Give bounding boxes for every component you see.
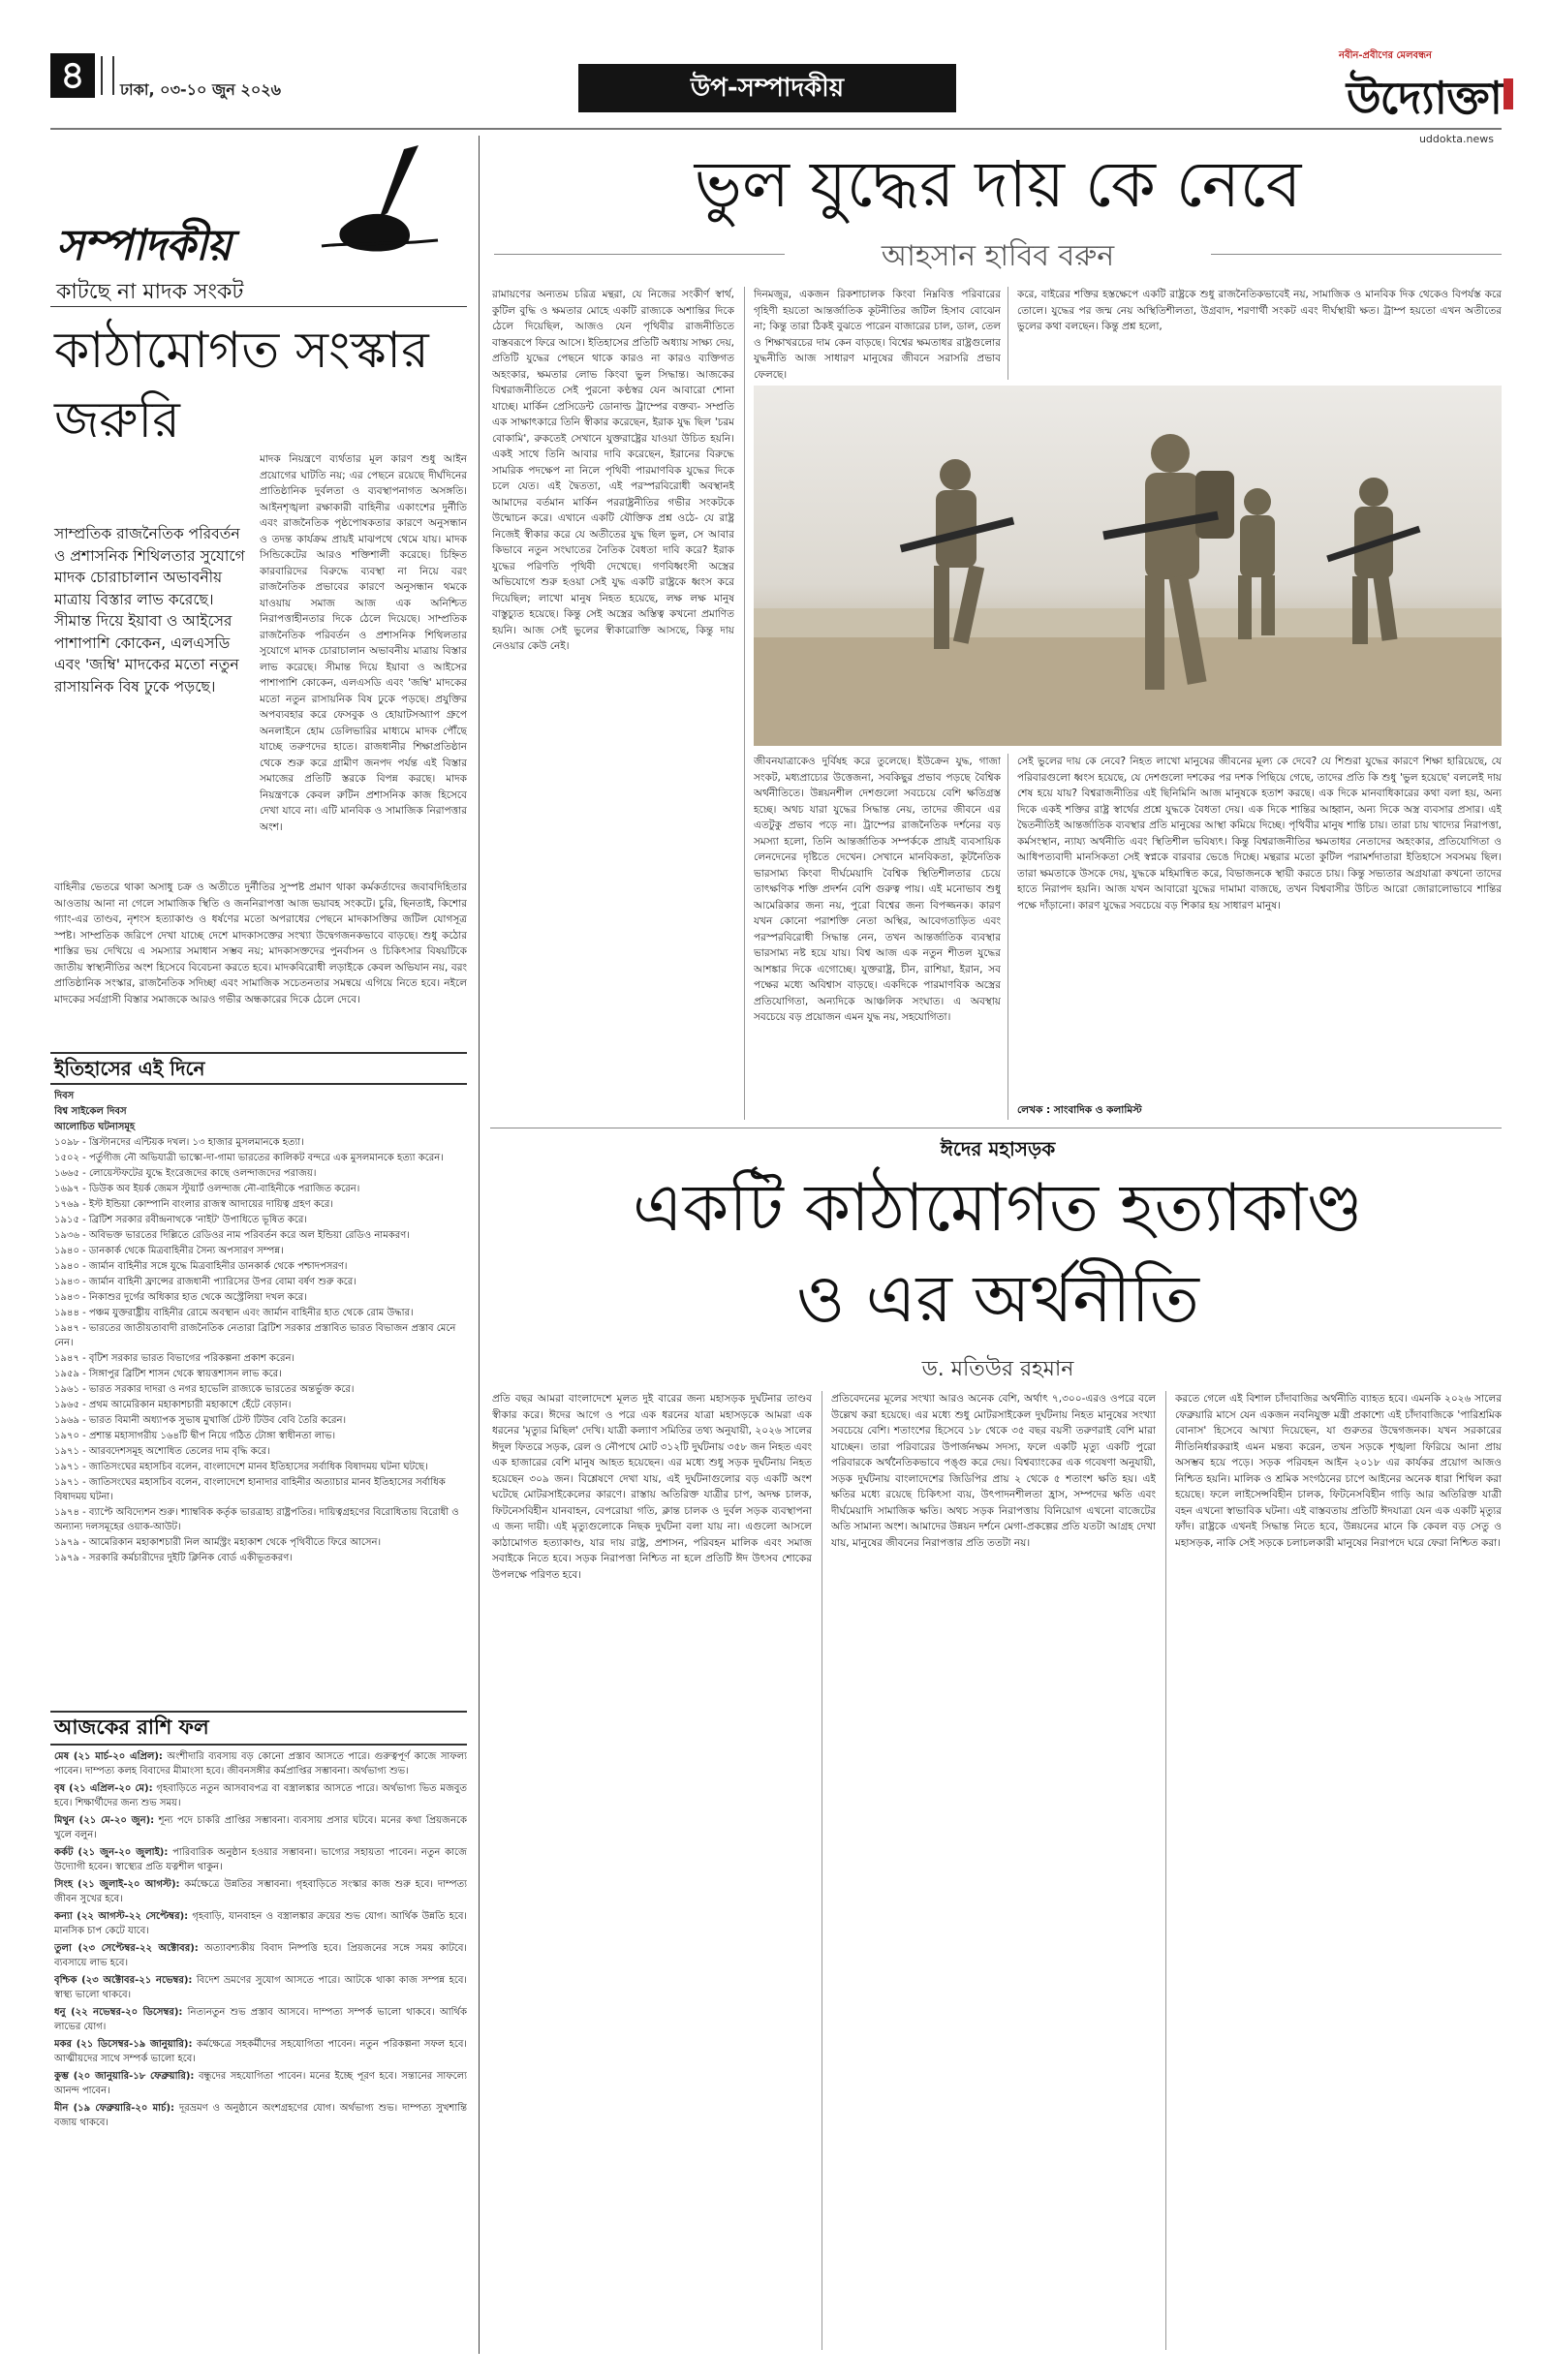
- history-event: ১৯৪০ - ডানকার্ক থেকে মিত্রবাহিনীর সৈন্য অপসারণ সম্পন্ন।: [54, 1246, 284, 1256]
- page-number: ৪: [60, 52, 85, 98]
- history-event: ১৯৪৩ - জার্মান বাহিনী ফ্রান্সের রাজধানী প্যারিসের উপর বোমা বর্ষণ শুরু করে।: [54, 1277, 356, 1287]
- article1-col3b: সেই ভুলের দায় কে নেবে? নিহত লাখো মানুষের জীবনের মূল্য কে দেবে? যে শিশুরা যুদ্ধের কারণে শিক্ষা হারিয়েছে, যে পরিবারগুলো ধ্বংস হয়েছে, যে দেশগুলো দশকের পর দশক পিছিয়ে গেছে, তাদের প্রতি কি শুধু 'ভুল হয়েছে' বললেই দায় শেষ হয়ে যায়? বিশ্বরাজনীতির এই ছিনিমিনি আজ মানুষকে হতাশ করছে। এক দিকে মানবাধিকারের কথা বলা হয়, অন্য দিকে একই শক্তির রাষ্ট্র স্বার্থের প্রশ্নে যুদ্ধকে বৈধতা দেয়। এক দিকে শান্তির আহ্বান, অন্য দিকে অস্ত্র ব্যবসার প্রসার। এই দ্বৈতনীতিই আন্তর্জাতিক ব্যবস্থার প্রতি মানুষের আস্থা কমিয়ে দিচ্ছে। পৃথিবীর মানুষ শান্তি চায়। তারা চায় খাদ্যের নিরাপত্তা, কর্মসংস্থান, ন্যায্য অর্থনীতি এবং স্থিতিশীল ভবিষ্যৎ। কিন্তু বিশ্বরাজনীতির ক্ষমতাধর নেতাদের অহংকার, প্রতিযোগিতা ও আধিপত্যবাদী মানসিকতা সেই স্বপ্নকে বারবার ভেঙে দিচ্ছে। মন্থরার মতো কুটিল পরামর্শদাতারা ইতিহাসে সবসময় ছিল। তারা ক্ষমতাকে উসকে দেয়, যুদ্ধকে মহিমান্বিত করে, বিভাজনকে স্থায়ী করতে চায়। কিন্তু সভ্যতার অগ্রযাত্রা কখনো তাদের হাতে নিরাপদ হয়নি। আজ যখন আবারো যুদ্ধের দামামা বাজছে, তখন বিশ্ববাসীর উচিত আরো জোরালোভাবে শান্তির পক্ষে দাঁড়ানো। কারণ যুদ্ধের সবচেয়ে বড় শিকার হয় সাধারণ মানুষ।: [1017, 756, 1502, 912]
- article1-col1: রামায়ণের অন্যতম চরিত্র মন্থরা, যে নিজের সংকীর্ণ স্বার্থ, কুটিল বুদ্ধি ও ক্ষমতার মোহে একটি রাজ্যকে অশান্তির দিকে ঠেলে দিয়েছিল, আজও যেন পৃথিবীর রাজনীতিতে বাস্তবরূপে ফিরে আসে। ইতিহাসের প্রতিটি অধ্যায় সাক্ষ্য দেয়, প্রতিটি যুদ্ধের পেছনে থাকে কারও না কারও ব্যক্তিগত অহংকার, ক্ষমতার লোভ কিংবা ভুল সিদ্ধান্ত। আজকের বিশ্বরাজনীতিতে সেই পুরনো কণ্ঠস্বর যেন আবারো শোনা যাচ্ছে। মার্কিন প্রেসিডেন্ট ডোনাল্ড ট্রাম্পের বক্তব্য- সম্প্রতি এক সাক্ষাৎকারে তিনি স্বীকার করেছেন, ইরাক যুদ্ধ ছিল 'চরম বোকামি', রুকতেই সেখানে যুক্তরাষ্ট্রের যাওয়া উচিত হয়নি। একই সাথে তিনি আবার দাবি করেছেন, ইরানের বিরুদ্ধে সামরিক পদক্ষেপ না নিলে পৃথিবী পারমাণবিক যুদ্ধের দিকে চলে যেত। এই দ্বৈততা, এই পরস্পরবিরোধী অবস্থানই আমাদের বর্তমান মার্কিন পররাষ্ট্রনীতির গভীর সংকটকে উন্মোচন করে। এখানে একটি যৌক্তিক প্রশ্ন ওঠে- যে রাষ্ট্র নিজেই স্বীকার করে যে অতীতের যুদ্ধ ছিল ভুল, সে আবার কিভাবে নতুন সংঘাতের নৈতিক বৈধতা দাবি করে? ইরাক যুদ্ধের পরিণতি পৃথিবী দেখেছে। গণবিধ্বংসী অস্ত্রের অভিযোগে শুরু হওয়া সেই যুদ্ধ একটি রাষ্ট্রকে ধ্বংস করে দিয়েছিল; লাখো মানুষ নিহত হয়েছে, লক্ষ লক্ষ মানুষ বাস্তুচ্যুত হয়েছে। কিন্তু সেই অস্ত্রের অস্তিত্ব কখনো প্রমাণিত হয়নি। আজ সেই ভুলের স্বীকারোক্তি আসছে, কিন্তু দায় নেওয়ার কেউ নেই।: [492, 289, 734, 652]
- horoscope-sign: বৃষ (২১ এপ্রিল-২০ মে):: [54, 1783, 153, 1794]
- horoscope-text: নিত্যনতুন শুভ প্রস্তাব আসবে। দাম্পত্য সম্পর্ক ভালো থাকবে। আর্থিক লাভের যোগ।: [54, 2007, 467, 2032]
- history-events: [54, 1135, 467, 1565]
- history-event: ১৯৬১ - ভারত সরকার দাদরা ও নগর হাভেলি রাজ্যকে ভারতের অন্তর্ভুক্ত করে।: [54, 1384, 355, 1395]
- article2-headline-1: একটি কাঠামোগত হত্যাকাণ্ড: [633, 1170, 1363, 1247]
- history-event: ১৯৪৪ - পঞ্চম যুক্তরাষ্ট্রীয় বাহিনীর রোমে অবস্থান এবং জার্মান বাহিনীর হাত থেকে রোম উদ্ধার।: [54, 1308, 414, 1318]
- history-event: ১৯৩৬ - অবিভক্ত ভারতের দিল্লিতে রেডিওর নাম পরিবর্তন করে অল ইন্ডিয়া রেডিও নামকরণ।: [54, 1230, 410, 1241]
- horoscope-text: পারিবারিক অনুষ্ঠান হওয়ার সম্ভাবনা। ভাগ্যের সহায়তা পাবেন। নতুন কাজে উদ্যোগী হবেন। স্বাস্থ্যের প্রতি যত্নশীল থাকুন।: [54, 1847, 467, 1872]
- horoscope-section-bar: [50, 1711, 467, 1746]
- article1-divider-1: [744, 287, 745, 1120]
- section-title: উপ-সম্পাদকীয়: [690, 74, 845, 103]
- history-event: ১৭৬৯ - ইস্ট ইন্ডিয়া কোম্পানি বাংলার রাজস্ব আদায়ের দায়িত্ব গ্রহণ করে।: [54, 1199, 333, 1210]
- history-event: ১৯৬৯ - ভারত বিমানী অধ্যাপক সুভাষ মুখার্জি টেস্ট টিউব বেবি তৈরি করেন।: [54, 1415, 347, 1426]
- editorial-body-1: মাদক নিয়ন্ত্রণে ব্যর্থতার মূল কারণ শুধু আইন প্রয়োগের ঘাটতি নয়; এর পেছনে রয়েছে দীর্ঘদিনের প্রাতিষ্ঠানিক দুর্বলতা ও ব্যবস্থাপনাগত অসঙ্গতি। আইনশৃঙ্খলা রক্ষাকারী বাহিনীর একাংশের দুর্নীতি এবং রাজনৈতিক পৃষ্ঠপোষকতার কারণে অনুসন্ধান ও তদন্ত কার্যক্রম প্রায়ই মাঝপথে থেমে যায়। মাদক সিন্ডিকেটের আরও শক্তিশালী করেছে। চিহ্নিত কারবারিদের বিরুদ্ধে ব্যবস্থা না নিয়ে বরং রাজনৈতিক প্রভাবের কারণে অনুসন্ধান থমকে যাওয়ায় সমাজ আজ এক অনিশ্চিত নিরাপত্তাহীনতার দিকে ঠেলে দিয়েছে। সাম্প্রতিক রাজনৈতিক পরিবর্তন ও প্রশাসনিক শিথিলতার সুযোগে মাদক চোরাচালান অভাবনীয় মাত্রায় বিস্তার লাভ করেছে। সীমান্ত দিয়ে ইয়াবা ও আইসের পাশাপাশি কোকেন, এলএসডি এবং 'জম্বি' মাদকের মতো নতুন রাসায়নিক বিষ ঢুকে পড়ছে। প্রযুক্তির অপব্যবহার করে ফেসবুক ও হোয়াটসঅ্যাপ গ্রুপে অনলাইনে হোম ডেলিভারির মাধ্যমে মাদক পৌঁছে যাচ্ছে তরুণদের হাতে। রাজধানীর শিক্ষাপ্রতিষ্ঠান থেকে শুরু করে গ্রামীণ জনপদ পর্যন্ত এই বিস্তার সমাজের প্রতিটি স্তরকে বিপন্ন করছে। মাদক নিয়ন্ত্রণকে কেবল রুটিন প্রশাসনিক কাজ হিসেবে দেখা যাবে না। এটি মানবিক ও সামাজিক নিরাপত্তার অংশ।: [260, 453, 467, 833]
- dateline: ঢাকা, ০৩-১০ জুন ২০২৬: [120, 80, 282, 99]
- masthead-tagline: নবীন-প্রবীণের মেলবন্ধন: [1339, 50, 1432, 61]
- history-event: ১৯৭০ - প্রশান্ত মহাসাগরীয় ১৬৪টি দ্বীপ নিয়ে গঠিত টোঙ্গা স্বাধীনতা লাভ।: [54, 1431, 336, 1441]
- history-day: বিশ্ব সাইকেল দিবস: [54, 1106, 127, 1117]
- horoscope-item: [54, 1941, 467, 1970]
- article1-author-note: লেখক : সাংবাদিক ও কলামিস্ট: [1017, 1104, 1142, 1116]
- editorial-subtitle: কাটছে না মাদক সংকট: [56, 280, 244, 304]
- horoscope-sign: সিংহ (২১ জুলাই-২০ আগস্ট):: [54, 1879, 180, 1890]
- header-rule: [50, 128, 1502, 130]
- horoscope-text: অত্যাবশ্যকীয় বিবাদ নিষ্পত্তি হবে। প্রিয়জনের সঙ্গে সময় কাটবে। ব্যবসায়ে লাভ হবে।: [54, 1943, 467, 1968]
- horoscope-text: বন্ধুদের সহযোগিতা পাবেন। মনের ইচ্ছে পূরণ হবে। সন্তানের সাফল্যে আনন্দ পাবেন।: [54, 2071, 467, 2096]
- history-event: ১৯৭৯ - আমেরিকান মহাকাশচারী নিল আর্মস্ট্রং মহাকাশ থেকে পৃথিবীতে ফিরে আসেন।: [54, 1537, 382, 1548]
- horoscope-text: বিদেশ ভ্রমণের সুযোগ আসতে পারে। আটকে থাকা কাজ সম্পন্ন হবে। স্বাস্থ্য ভালো থাকবে।: [54, 1975, 467, 2000]
- history-day-label: দিবস: [54, 1091, 75, 1101]
- history-event: ১৯৪৭ - ভারতের জাতীয়তাবাদী রাজনৈতিক নেতারা ব্রিটিশ সরকার প্রস্তাবিত ভারত বিভাজন প্রস্তাব মেনে নেন।: [54, 1323, 456, 1348]
- horoscope-item: [54, 1845, 467, 1874]
- horoscope-item: [54, 1781, 467, 1810]
- horoscope-item: [54, 1749, 467, 1778]
- article1-author: আহসান হাবিব বরুন: [881, 239, 1115, 273]
- history-event: ১৬৬৫ - লোয়েস্টফটের যুদ্ধে ইংরেজদের কাছে ওলন্দাজদের পরাজয়।: [54, 1168, 317, 1179]
- horoscope-text: গৃহবাড়িতে নতুন আসবাবপত্র বা বস্ত্রালঙ্কার আসতে পারে। অর্থভাগ্য ভিত মজবুত হবে। শিক্ষার্থীদের জন্য শুভ সময়।: [54, 1783, 467, 1808]
- article2-headline-2: ও এর অর্থনীতি: [796, 1261, 1199, 1338]
- horoscope-heading: আজকের রাশি ফল: [54, 1715, 209, 1739]
- horoscope-list: [54, 1749, 467, 2350]
- pen-hand-icon: [312, 145, 448, 262]
- horoscope-text: কর্মক্ষেত্রে সহকর্মীদের সহযোগিতা পাবেন। নতুন পরিকল্পনা সফল হবে। আত্মীয়দের সাথে সম্পর্ক ভালো হবে।: [54, 2039, 467, 2064]
- article2-kicker: ঈদের মহাসড়ক: [940, 1137, 1056, 1160]
- masthead-url: uddokta.news: [1418, 133, 1494, 145]
- editorial-kicker: সম্পাদকীয়: [56, 221, 232, 270]
- history-event: ১৬৯৭ - ডিউক অব ইয়র্ক জেমস স্টুয়ার্ট ওলন্দাজ নৌ-বাহিনীকে পরাজিত করেন।: [54, 1184, 360, 1194]
- history-event: ১৯৪০ - জার্মান বাহিনীর সঙ্গে যুদ্ধে মিত্রবাহিনীর ডানকার্ক থেকে পশ্চাদপসরণ।: [54, 1261, 348, 1272]
- horoscope-sign: কুম্ভ (২০ জানুয়ারি-১৮ ফেব্রুয়ারি):: [54, 2071, 195, 2082]
- article2-author: ড. মতিউর রহমান: [921, 1357, 1074, 1381]
- horoscope-item: [54, 1877, 467, 1906]
- article1-col2b: জীবনযাত্রাকেও দুর্বিষহ করে তুলেছে। ইউক্রেন যুদ্ধ, গাজা সংকট, মধ্যপ্রাচ্যের উত্তেজনা, সবকিছুর প্রভাব পড়ছে বৈশ্বিক অর্থনীতিতে। উন্নয়নশীল দেশগুলো সবচেয়ে বেশি ক্ষতিগ্রস্ত হচ্ছে। অথচ যারা যুদ্ধের সিদ্ধান্ত নেয়, তাদের জীবনে এর এতটুকু প্রভাব পড়ে না। ট্রাম্পের রাজনৈতিক দর্শনের বড় সমস্যা হলো, তিনি আন্তর্জাতিক সম্পর্ককে প্রায়ই ব্যবসায়িক লেনদেনের দৃষ্টিতে দেখেন। সেখানে মানবিকতা, কূটনৈতিক ভারসাম্য কিংবা দীর্ঘমেয়াদি বৈশ্বিক স্থিতিশীলতার চেয়ে তাৎক্ষণিক শক্তি প্রদর্শন বেশি গুরুত্ব পায়। এই মনোভাব শুধু আমেরিকার জন্য নয়, পুরো বিশ্বের জন্য বিপজ্জনক। কারণ যখন কোনো পরাশক্তি নেতা অস্থির, আবেগতাড়িত এবং পরস্পরবিরোধী সিদ্ধান্ত নেন, তখন আন্তর্জাতিক ব্যবস্থার ভারসাম্য নষ্ট হয়ে যায়। বিশ্ব আজ এক নতুন শীতল যুদ্ধের আশঙ্কার দিকে এগোচ্ছে। যুক্তরাষ্ট্র, চীন, রাশিয়া, ইরান, সব পক্ষের মধ্যে অবিশ্বাস বাড়ছে। একদিকে পারমাণবিক অস্ত্রের প্রতিযোগিতা, অন্যদিকে আঞ্চলিক সংঘাত। এ অবস্থায় সবচেয়ে বড় প্রয়োজন এমন যুদ্ধ নয়, সহযোগিতা।: [754, 756, 1001, 1023]
- history-event: ১৯৬৫ - প্রথম আমেরিকান মহাকাশচারী মহাকাশে হেঁটে বেড়ান।: [54, 1400, 292, 1410]
- article2-col3: করতে গেলে এই বিশাল চাঁদাবাজির অর্থনীতি ব্যাহত হবে। এমনকি ২০২৬ সালের ফেব্রুয়ারি মাসে যেন একজন নবনিযুক্ত মন্ত্রী প্রকাশ্যে এই চাঁদাবাজিকে 'পারিশ্রমিক বোনাস' হিসেবে আখ্যা দিয়েছেন, যা গুরুতর উদ্বেগজনক। যখন সরকারের নীতিনির্ধারকরাই এমন মন্তব্য করেন, তখন সড়কে শৃঙ্খলা ফিরিয়ে আনা প্রায় অসম্ভব হয়ে পড়ে। সড়ক পরিবহন আইন ২০১৮ এর কার্যকর প্রয়োগ আজও নিশ্চিত হয়নি। মালিক ও শ্রমিক সংগঠনের চাপে আইনের অনেক ধারা শিথিল করা হয়েছে। ফলে লাইসেন্সবিহীন চালক, ফিটনেসবিহীন গাড়ি আর অতিরিক্ত যাত্রী বহন এখনো স্বাভাবিক ঘটনা। এই বাস্তবতায় প্রতিটি ঈদযাত্রা যেন এক একটি মৃত্যুর ফাঁদ। রাষ্ট্রকে এখনই সিদ্ধান্ত নিতে হবে, উন্নয়নের মানে কি কেবল বড় সেতু ও মহাসড়ক, নাকি সেই সড়কে চলাচলকারী মানুষের নিরাপদে ঘরে ফেরা নিশ্চিত করা।: [1175, 1393, 1502, 1549]
- horoscope-item: [54, 1973, 467, 2002]
- section-title-box: [578, 64, 956, 112]
- editorial-pullquote: সাম্প্রতিক রাজনৈতিক পরিবর্তন ও প্রশাসনিক শিথিলতার সুযোগে মাদক চোরাচালান অভাবনীয় মাত্রায় বিস্তার লাভ করেছে। সীমান্ত দিয়ে ইয়াবা ও আইসের পাশাপাশি কোকেন, এলএসডি এবং 'জম্বি' মাদকের মতো নতুন রাসায়নিক বিষ ঢুকে পড়ছে।: [54, 525, 245, 695]
- page-number-bars: [101, 56, 114, 95]
- horoscope-sign: কন্যা (২২ আগস্ট-২২ সেপ্টেম্বর):: [54, 1911, 189, 1922]
- article1-col3b-wrap: [1017, 754, 1502, 1120]
- soldiers-illustration: [754, 386, 1502, 746]
- history-events-label: আলোচিত ঘটনাসমূহ: [54, 1122, 136, 1132]
- article2-divider-2: [1165, 1391, 1166, 2350]
- history-event: ১৯৪৭ - বৃটিশ সরকার ভারত বিভাগের পরিকল্পনা প্রকাশ করেন।: [54, 1353, 294, 1364]
- article1-col3: করে, বাইরের শক্তির হস্তক্ষেপে একটি রাষ্ট্রকে শুধু রাজনৈতিকভাবেই নয়, সামাজিক ও মানবিক দিক থেকেও বিপর্যস্ত করে তোলে। যুদ্ধের পর জন্ম নেয় অস্থিতিশীলতা, উগ্রবাদ, শরণার্থী সংকট এবং দীর্ঘস্থায়ী ক্ষত। ট্রাম্প হয়তো এখন অতীতের ভুলের কথা বলছেন। কিন্তু প্রশ্ন হলো,: [1017, 289, 1502, 332]
- masthead-name: উদ্যোক্তা: [1346, 72, 1502, 124]
- horoscope-text: দূরভ্রমণ ও অনুষ্ঠানে অংশগ্রহণের যোগ। অর্থভাগ্য শুভ। দাম্পত্য সুখশান্তি বজায় থাকবে।: [54, 2103, 467, 2128]
- history-event: ১৯৫৯ - সিঙ্গাপুর ব্রিটিশ শাসন থেকে স্বায়ত্তশাসন লাভ করে।: [54, 1369, 282, 1379]
- history-event: ১৯৭১ - আরবদেশসমূহ অশোধিত তেলের দাম বৃদ্ধি করে।: [54, 1446, 270, 1457]
- horoscope-text: অংশীদারি ব্যবসায় বড় কোনো প্রস্তাব আসতে পারে। গুরুত্বপূর্ণ কাজে সাফল্য পাবেন। দাম্পত্য কলহ বিবাদের মীমাংসা হবে। জীবনসঙ্গীর কর্মপ্রাপ্তির সম্ভাবনা। অর্থভাগ্য শুভ।: [54, 1751, 467, 1777]
- horoscope-sign: মিথুন (২১ মে-২০ জুন):: [54, 1815, 155, 1826]
- history-event: ১৯১৫ - ব্রিটিশ সরকার রবীন্দ্রনাথকে 'নাইট' উপাধিতে ভূষিত করে।: [54, 1215, 307, 1225]
- article1-headline: ভুল যুদ্ধের দায় কে নেবে: [694, 147, 1302, 222]
- horoscope-sign: মীন (১৯ ফেব্রুয়ারি-২০ মার্চ):: [54, 2103, 175, 2114]
- horoscope-item: [54, 2037, 467, 2066]
- horoscope-sign: বৃশ্চিক (২৩ অক্টোবর-২১ নভেম্বর):: [54, 1975, 193, 1986]
- masthead: [1085, 48, 1502, 145]
- history-event: ১৫০২ - পর্তুগীজ নৌ অভিযাত্রী ভাস্কো-দা-গামা ভারতের কালিকট বন্দরে এক মুসলমানকে হত্যা করেন।: [54, 1153, 444, 1163]
- horoscope-text: গৃহবাড়ি, যানবাহন ও বস্ত্রালঙ্কার ক্রয়ের শুভ যোগ। আর্থিক উন্নতি হবে। মানসিক চাপ কেটে যাবে।: [54, 1911, 467, 1936]
- horoscope-item: [54, 1813, 467, 1842]
- horoscope-text: কর্মক্ষেত্রে উন্নতির সম্ভাবনা। গৃহবাড়িতে সংস্কার কাজ শুরু হবে। দাম্পত্য জীবন সুখের হবে।: [54, 1879, 467, 1904]
- horoscope-text: শূন্য পদে চাকরি প্রাপ্তির সম্ভাবনা। ব্যবসায় প্রসার ঘটবে। মনের কথা প্রিয়জনকে খুলে বলুন।: [54, 1815, 467, 1840]
- editorial-kicker-wrap: [50, 145, 457, 271]
- history-event: ১৯৭৪ - ব্যাপ্টে অবিদ্যেশন শুরু। শ্যাম্ববিক কর্তৃক ভারত্রাহ্য রাষ্ট্রপতির। দায়িত্বগ্রহণের বিরোধিতায় বিরোধী ও অন্যান্য দলসমূহের ওয়াক-আউট।: [54, 1507, 459, 1532]
- history-section-bar: [50, 1052, 467, 1085]
- horoscope-sign: কর্কট (২১ জুন-২০ জুলাই):: [54, 1847, 169, 1858]
- history-event: ১৯৭৯ - সরকারি কর্মচারীদের দুইটি ক্লিনিক বোর্ড একীভূতকরণ।: [54, 1553, 293, 1563]
- page-number-box: [50, 53, 95, 98]
- horoscope-sign: তুলা (২৩ সেপ্টেম্বর-২২ অক্টোবর):: [54, 1943, 199, 1954]
- history-event: ১৯৪৩ - নিকাশুর দুর্গের অধিকার হাত থেকে অস্ট্রেলিয়া দখল করে।: [54, 1292, 307, 1303]
- horoscope-item: [54, 2005, 467, 2034]
- horoscope-item: [54, 2101, 467, 2130]
- article2-col1: প্রতি বছর আমরা বাংলাদেশে মূলত দুই বারের জন্য মহাসড়ক দুর্ঘটনার তাণ্ডব স্বীকার করে। ঈদের আগে ও পরে এক ধরনের যাত্রা মহাসড়কে আমরা এক ধরনের 'মৃত্যুর মিছিল' দেখি। যাত্রী কল্যাণ সমিতির তথ্য অনুযায়ী, ২০২৬ সালের ঈদুল ফিতরে সড়ক, রেল ও নৌপথে মোট ৩১২টি দুর্ঘটনায় ৩৫৮ জন নিহত এবং এক হাজারের বেশি মানুষ আহত হয়েছেন। এর মধ্যে শুধু সড়ক দুর্ঘটনায় নিহত হয়েছেন ৩০৯ জন। বিশ্লেষণে দেখা যায়, এই দুর্ঘটনাগুলোর বড় একটি অংশ ঘটেছে মোটরসাইকেলের কারণে। রাস্তায় অতিরিক্ত যাত্রীর চাপ, অদক্ষ চালক, ফিটনেসবিহীন যানবাহন, বেপরোয়া গতি, ক্লান্ত চালক ও দুর্বল সড়ক ব্যবস্থাপনা এ জন্য দায়ী। এই মৃত্যুগুলোকে নিছক দুর্ঘটনা বলা যায় না। এগুলো আসলে কাঠামোগত হত্যাকাণ্ড, যার দায় রাষ্ট্র, প্রশাসন, পরিবহন মালিক এবং সমাজ সবাইকে নিতে হবে। সড়ক নিরাপত্তা নিশ্চিত না হলে প্রতিটি ঈদ উৎসব শোকের উপলক্ষে পরিণত হবে।: [492, 1393, 812, 1581]
- article1-author-rule-right: [1211, 254, 1502, 255]
- soldiers-photo: [754, 386, 1502, 746]
- horoscope-sign: মকর (২১ ডিসেম্বর-১৯ জানুয়ারি):: [54, 2039, 193, 2050]
- left-column-divider: [479, 136, 480, 2354]
- editorial-subtitle-rule: [50, 306, 467, 307]
- editorial-headline: কাঠামোগত সংস্কার জরুরি: [54, 322, 429, 449]
- history-event: ১৯৭১ - জাতিসংঘের মহাসচিব বলেন, বাংলাদেশে হানাদার বাহিনীর অত্যাচার মানব ইতিহাসের সর্বাধিক বিষাদময় ঘটনা।: [54, 1477, 446, 1502]
- history-list: [54, 1089, 467, 1703]
- editorial-body-2: বাহিনীর ভেতরে থাকা অসাধু চক্র ও অতীতে দুর্নীতির সুস্পষ্ট প্রমাণ থাকা কর্মকর্তাদের জবাবদিহিতার আওতায় আনা না গেলে সামাজিক স্থিতি ও জননিরাপত্তা আজ ভয়াবহ সংকটে। চুরি, ছিনতাই, কিশোর গ্যাং-এর তাণ্ডব, নৃশংস হত্যাকাণ্ড ও ধর্ষণের মতো অপরাধের পেছনে মাদকাসক্তির জটিল যোগসূত্র স্পষ্ট। সাম্প্রতিক জরিপে দেখা যাচ্ছে দেশে মাদকাসক্তের সংখ্যা উদ্বেগজনকভাবে বাড়ছে। শুধু কঠোর শাস্তির ভয় দেখিয়ে এ সমস্যার সমাধান সম্ভব নয়; মাদকাসক্তদের পুনর্বাসন ও চিকিৎসার বিষয়টিকে জাতীয় স্বাস্থ্যনীতির অংশ হিসেবে বিবেচনা করতে হবে। মাদকবিরোধী লড়াইকে কেবল অভিযান নয়, বরং প্রাতিষ্ঠানিক সংস্কার, রাজনৈতিক সদিচ্ছা এবং সামাজিক সচেতনতার সমন্বয়ে এগিয়ে নিতে হবে। নইলে মাদকের সর্বগ্রাসী বিস্তার সমাজকে আরও গভীর অন্ধকারের দিকে ঠেলে দেবে।: [54, 881, 467, 1005]
- history-event: ১০৯৮ - খ্রিস্টানদের এন্টিয়ক দখল। ১৩ হাজার মুসলমানকে হত্যা।: [54, 1137, 304, 1148]
- history-heading: ইতিহাসের এই দিনে: [54, 1057, 205, 1080]
- horoscope-item: [54, 1909, 467, 1938]
- article1-col2: দিনমজুর, একজন রিকশাচালক কিংবা নিম্নবিত্ত পরিবারের গৃহিণী হয়তো আন্তর্জাতিক কূটনীতির জটিল হিসাব বোঝেন না; কিন্তু তারা ঠিকই বুঝতে পারেন বাজারের চাল, ডাল, তেল ও শিক্ষাখরচের দাম কেন বাড়ছে। বিশ্বের ক্ষমতাধর রাষ্ট্রগুলোর যুদ্ধনীতি আজ সাধারণ মানুষের জীবনে সরাসরি প্রভাব ফেলছে।: [754, 289, 1001, 380]
- article1-author-rule-left: [494, 254, 785, 255]
- horoscope-item: [54, 2069, 467, 2098]
- history-event: ১৯৭১ - জাতিসংঘের মহাসচিব বলেন, বাংলাদেশে মানব ইতিহাসের সর্বাধিক বিষাদময় ঘটনা ঘটছে।: [54, 1462, 428, 1472]
- horoscope-sign: মেষ (২১ মার্চ-২০ এপ্রিল):: [54, 1751, 163, 1762]
- article2-col2: প্রতিবেদনের মূলের সংখ্যা আরও অনেক বেশি, অর্থাৎ ৭,৩০০-এরও ওপরে বলে উল্লেখ করা হয়েছে। এর মধ্যে শুধু মোটরসাইকেল দুর্ঘটনায় নিহত মানুষের সংখ্যা সবচেয়ে বেশি। শতাংশের হিসেবে ১৮ থেকে ৩৫ বছর বয়সী তরুণরাই বেশি মারা যাচ্ছেন। তারা পরিবারের উপার্জনক্ষম সদস্য, ফলে একটি মৃত্যু একটি পুরো পরিবারকে অর্থনৈতিকভাবে পঙ্গু করে দেয়। বিশ্বব্যাংকের এক গবেষণা অনুযায়ী, সড়ক দুর্ঘটনায় বাংলাদেশের জিডিপির প্রায় ২ থেকে ৫ শতাংশ ক্ষতি হয়। এই ক্ষতির মধ্যে রয়েছে চিকিৎসা ব্যয়, উৎপাদনশীলতা হ্রাস, সম্পদের ক্ষতি এবং দীর্ঘমেয়াদি সামাজিক ক্ষতি। অথচ সড়ক নিরাপত্তায় বিনিয়োগ এখনো বাজেটের অতি সামান্য অংশ। আমাদের উন্নয়ন দর্শনে মেগা-প্রকল্পের প্রতি যতটা আগ্রহ দেখা যায়, মানুষের জীবনের নিরাপত্তার প্রতি ততটা নয়।: [831, 1393, 1156, 1549]
- masthead-red-mark: [1504, 78, 1513, 109]
- horoscope-sign: ধনু (২২ নভেম্বর-২০ ডিসেম্বর):: [54, 2007, 183, 2018]
